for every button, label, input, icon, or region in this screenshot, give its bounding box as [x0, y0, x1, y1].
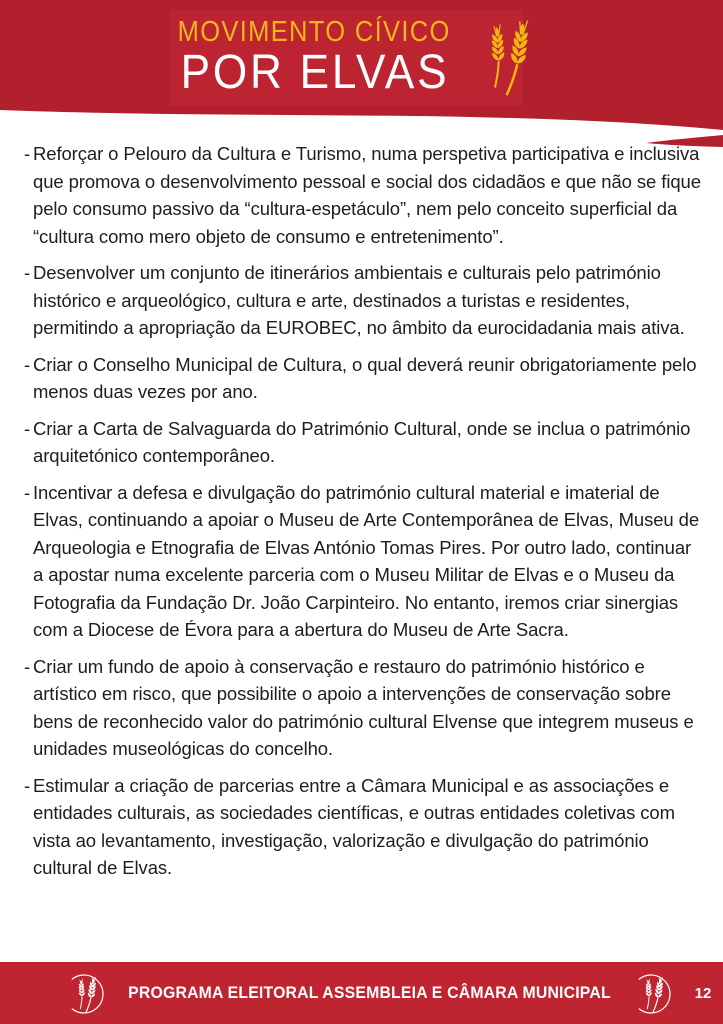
wheat-emblem-icon — [62, 967, 110, 1019]
logo-line2: POR ELVAS — [180, 46, 449, 100]
bullet-dash: - — [24, 655, 31, 677]
bullet-dash: - — [24, 774, 31, 796]
page-number: 12 — [694, 984, 712, 1002]
bullet-text: Reforçar o Pelouro da Cultura e Turismo, numa perspetiva participativa e inclusiva que promova o desenvolvimento pessoal e social dos cidadãos e que não se fique pelo consumo passivo da “cultura-espetáculo”, nem pelo conceito superficial da “cultura como mero objeto de consumo e entretenimento”. — [33, 143, 701, 247]
bullet-text: Desenvolver um conjunto de itinerários ambientais e culturais pelo património histórico e arqueológico, cultura e arte, destinados a turistas e residentes, permitindo a apropriação da EUROBEC, no âmbito da eurocidadania mais ativa. — [33, 262, 685, 338]
bullet-dash: - — [24, 417, 31, 439]
page-body — [24, 140, 701, 891]
list-item — [24, 772, 701, 882]
bullet-list — [24, 140, 701, 882]
bullet-dash: - — [24, 143, 31, 164]
bullet-text: Criar o Conselho Municipal de Cultura, o qual deverá reunir obrigatoriamente pelo menos duas vezes por ano. — [33, 353, 697, 402]
list-item — [24, 259, 701, 342]
wheat-ears-icon — [480, 10, 534, 102]
list-item — [24, 351, 701, 406]
footer-bar — [0, 962, 723, 1024]
list-item — [24, 479, 701, 644]
bullet-dash: - — [24, 353, 31, 375]
bullet-text: Estimular a criação de parcerias entre a Câmara Municipal e as associações e entidades culturais, as sociedades científicas, e outras entidades coletivas com vista ao levantamento, investigação, valorização e divulgação do património cultural de Elvas. — [33, 774, 675, 878]
list-item — [24, 415, 701, 470]
bullet-dash: - — [24, 262, 31, 283]
wheat-emblem-icon — [629, 967, 677, 1019]
logo-line1: MOVIMENTO CÍVICO — [177, 16, 452, 49]
bullet-dash: - — [24, 481, 31, 503]
footer-title: PROGRAMA ELEITORAL ASSEMBLEIA E CÂMARA MUNICIPAL — [128, 983, 611, 1002]
bullet-text: Criar a Carta de Salvaguarda do Património Cultural, onde se inclua o património arquitetónico contemporâneo. — [33, 417, 691, 466]
list-item — [24, 140, 701, 250]
list-item — [24, 653, 701, 763]
movement-logo — [170, 10, 523, 106]
logo-text — [159, 18, 469, 98]
bullet-text: Incentivar a defesa e divulgação do património cultural material e imaterial de Elvas, continuando a apoiar o Museu de Arte Contemporânea de Elvas, Museu de Arqueologia e Etnografia de Elvas António Tomas Pires. Por outro lado, continuar a apostar numa excelente parceria com o Museu Militar de Elvas e o Museu da Fotografia da Fundação Dr. João Carpinteiro. No entanto, iremos criar sinergias com a Diocese de Évora para a abertura do Museu de Arte Sacra. — [33, 481, 700, 640]
bullet-text: Criar um fundo de apoio à conservação e restauro do património histórico e artístico em risco, que possibilite o apoio a intervenções de conservação sobre bens de reconhecido valor do património cultural Elvense que integrem museus e unidades museológicas do concelho. — [33, 655, 694, 759]
